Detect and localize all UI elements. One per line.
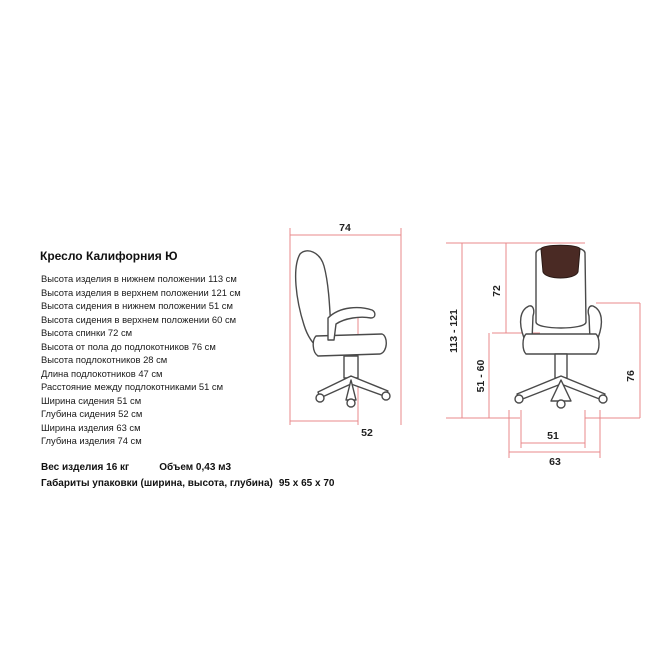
spec-item: Ширина сидения 51 см bbox=[41, 394, 142, 406]
spec-item: Высота спинки 72 см bbox=[41, 327, 133, 338]
side-depth-total-label: 74 bbox=[339, 222, 351, 234]
spec-item: Высота от пола до подлокотников 76 см bbox=[41, 340, 216, 352]
package-dims: 95 х 65 х 70 bbox=[278, 478, 335, 489]
front-seat-width-label: 51 bbox=[547, 430, 559, 442]
spec-item: Длина подлокотников 47 см bbox=[41, 367, 163, 379]
package-label: Габариты упаковки (ширина, высота, глубина) bbox=[41, 478, 273, 489]
side-view bbox=[290, 222, 401, 439]
front-back-height-label: 72 bbox=[491, 285, 503, 297]
spec-item: Расстояние между подлокотниками 51 см bbox=[41, 381, 224, 392]
product-title: Кресло Калифорния Ю bbox=[40, 249, 178, 263]
spec-item: Высота изделия в верхнем положении 121 см bbox=[41, 286, 241, 298]
spec-item: Высота подлокотников 28 см bbox=[41, 354, 168, 365]
front-seat-height-label: 51 - 60 bbox=[475, 359, 487, 393]
front-armrest-height-label: 76 bbox=[625, 370, 637, 382]
spec-item: Глубина сидения 52 см bbox=[41, 408, 143, 419]
volume-text: Объем 0,43 м3 bbox=[159, 462, 232, 473]
spec-item: Глубина изделия 74 см bbox=[41, 435, 142, 446]
spec-item: Высота изделия в нижнем положении 113 см bbox=[41, 273, 237, 284]
front-total-width-label: 63 bbox=[549, 456, 561, 468]
headrest-panel bbox=[541, 245, 580, 278]
side-seat-depth-label: 52 bbox=[361, 427, 373, 439]
spec-item: Ширина изделия 63 см bbox=[41, 421, 141, 433]
front-height-total-label: 113 - 121 bbox=[448, 309, 460, 353]
side-chair-outline bbox=[296, 251, 390, 407]
front-view bbox=[446, 243, 640, 468]
spec-item: Высота сидения в нижнем положении 51 см bbox=[41, 300, 233, 311]
weight-text: Вес изделия 16 кг bbox=[41, 462, 130, 473]
spec-item: Высота сидения в верхнем положении 60 см bbox=[41, 313, 237, 325]
